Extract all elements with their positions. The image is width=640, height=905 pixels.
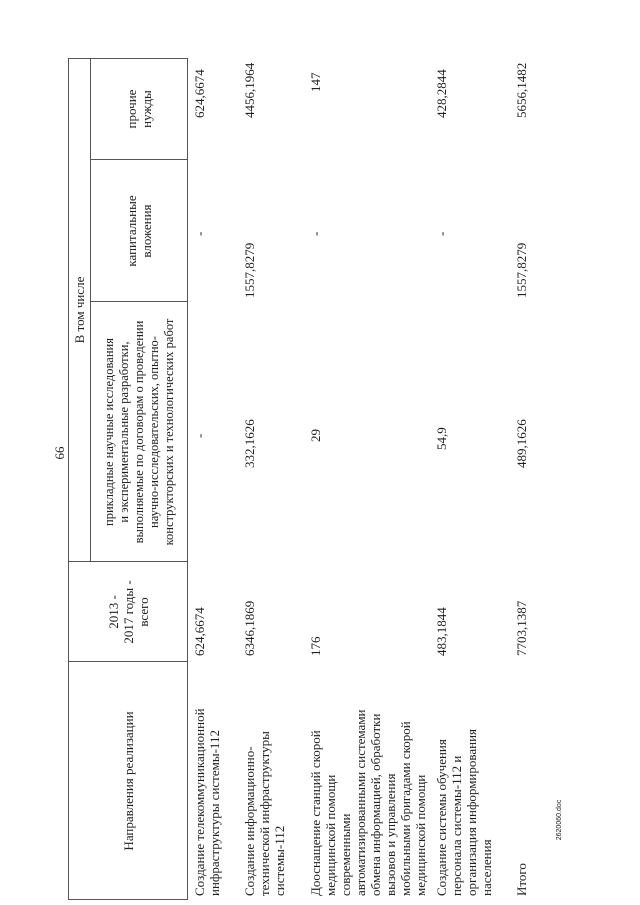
row-other: 4456,1964: [242, 62, 257, 118]
row-research: 489,1626: [514, 419, 529, 468]
row-direction: Итого: [514, 863, 529, 896]
row-research: 54,9: [434, 427, 449, 450]
row-total: 624,6674: [192, 607, 207, 656]
funding-table: [68, 58, 558, 900]
header-total: 2013 - 2017 годы - всего: [105, 580, 151, 644]
row-total: 483,1844: [434, 607, 449, 656]
row-other: 147: [308, 72, 323, 92]
row-research: -: [192, 433, 207, 438]
row-total: 6346,1869: [242, 600, 257, 656]
document-code: 2620060.doc: [556, 799, 563, 841]
row-capital: -: [308, 231, 323, 236]
table-container: [68, 58, 558, 900]
header-other: прочие нужды: [124, 89, 154, 129]
header-research: прикладные научные исследования и экспериментальные разработки, выполняемые по договорам о проведении научно-исследовательских, опытно- конструкторских и технологических работ: [101, 318, 176, 546]
row-direction: Дооснащение станций скорой медицинской помощи современными автоматизированными системами обмена информацией, обработки вызовов и управления мобильными бригадами скорой медицинской помощи: [308, 709, 428, 896]
row-total: 176: [308, 636, 323, 656]
row-capital: 1557,8279: [242, 242, 257, 298]
header-including: В том числе: [71, 276, 87, 344]
page-number: 66: [52, 446, 67, 460]
header-direction: Направления реализации: [120, 711, 136, 851]
row-capital: -: [434, 231, 449, 236]
row-other: 428,2844: [434, 69, 449, 118]
row-research: 332,1626: [242, 419, 257, 468]
row-other: 5656,1482: [514, 62, 529, 118]
row-other: 624,6674: [192, 69, 207, 118]
header-capital: капитальные вложения: [124, 195, 154, 267]
row-research: 29: [308, 429, 323, 442]
row-capital: 1557,8279: [514, 242, 529, 298]
row-total: 7703,1387: [514, 600, 529, 656]
row-direction: Создание системы обучения персонала системы-112 и организация информирования населения: [434, 728, 494, 896]
row-direction: Создание информационно- технической инфраструктуры системы-112: [242, 731, 287, 896]
row-direction: Создание телекоммуникационной инфраструктуры системы-112: [192, 708, 222, 896]
row-capital: -: [192, 231, 207, 236]
